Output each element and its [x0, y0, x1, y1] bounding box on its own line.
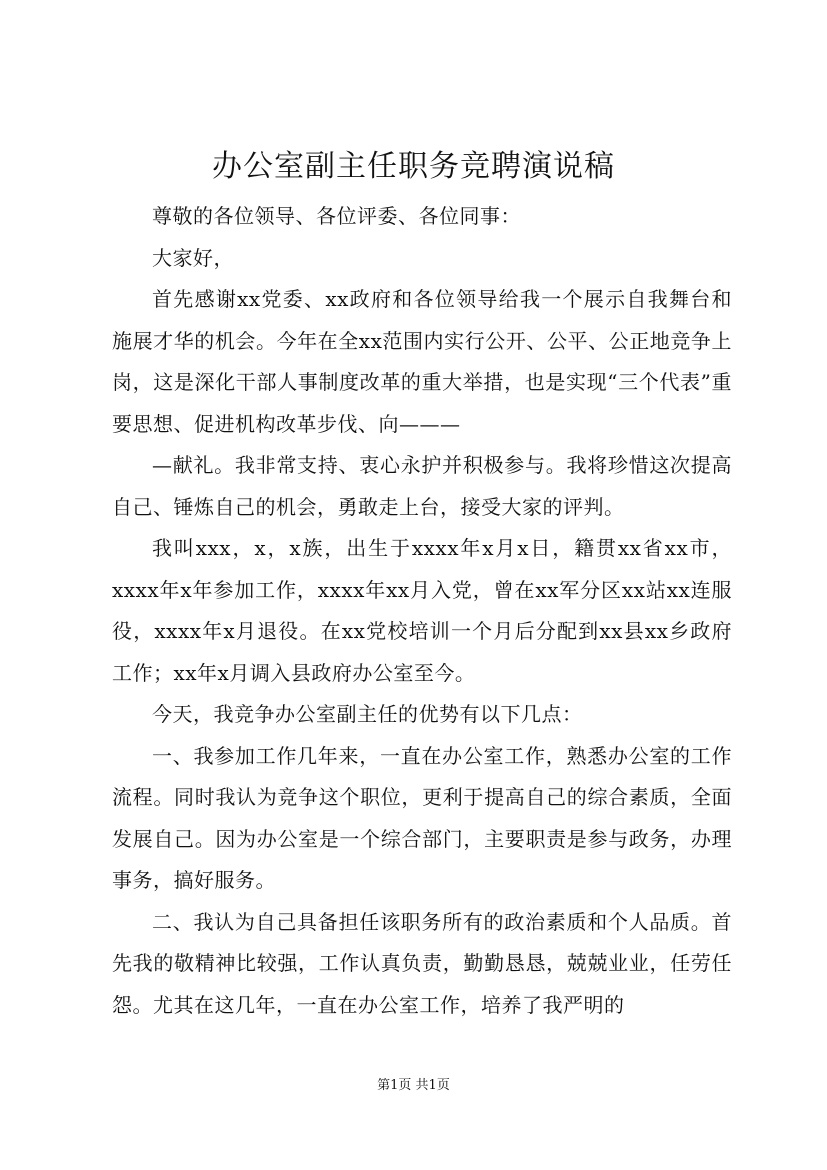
- paragraph-self-introduction: 我叫xxx，x，x族，出生于xxxx年x月x日，籍贯xx省xx市，xxxx年x年参加工作，xxxx年xx月入党，曾在xx军分区xx站xx连服役，xxxx年x月退役。在xx党校培训一个月后分配到xx县xx乡政府工作；xx年x月调入县政府办公室至今。: [112, 536, 732, 685]
- page-footer: 第1页 共1页: [377, 1078, 450, 1093]
- paragraph-advantage-two: 二、我认为自己具备担任该职务所有的政治素质和个人品质。首先我的敬精神比较强，工作认真负责，勤勤恳恳，兢兢业业，任劳任怨。尤其在这几年，一直在办公室工作，培养了我严明的: [112, 909, 732, 1017]
- paragraph-advantages-intro: 今天，我竞争办公室副主任的优势有以下几点：: [152, 702, 583, 726]
- document-body: [112, 196, 732, 1026]
- paragraph-salutation: 尊敬的各位领导、各位评委、各位同事：: [152, 204, 521, 228]
- paragraph-support: —献礼。我非常支持、衷心永护并积极参与。我将珍惜这次提高自己、锤炼自己的机会，勇敢走上台，接受大家的评判。: [112, 453, 732, 519]
- paragraph-greeting: 大家好，: [152, 245, 234, 270]
- document-title: 办公室副主任职务竞聘演说稿: [212, 149, 615, 184]
- paragraph-thanks: 首先感谢xx党委、xx政府和各位领导给我一个展示自我舞台和施展才华的机会。今年在全xx范围内实行公开、公平、公正地竞争上岗，这是深化干部人事制度改革的重大举措，也是实现“三个代表”重要思想、促进机构改革步伐、向———: [112, 287, 732, 436]
- paragraph-advantage-one: 一、我参加工作几年来，一直在办公室工作，熟悉办公室的工作流程。同时我认为竞争这个职位，更利于提高自己的综合素质，全面发展自己。因为办公室是一个综合部门，主要职责是参与政务，办理事务，搞好服务。: [112, 743, 732, 892]
